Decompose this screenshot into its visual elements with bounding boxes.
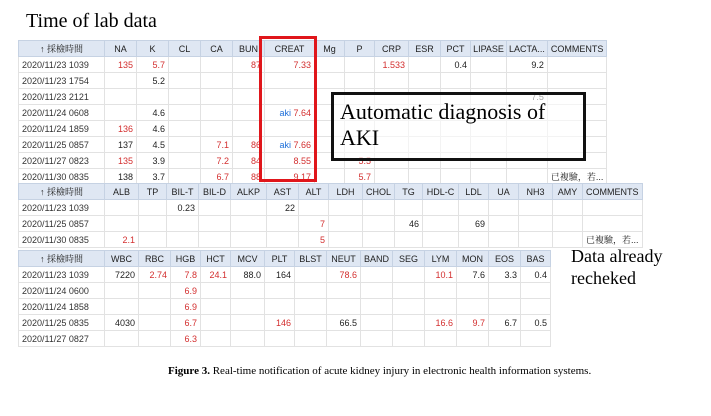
lab-value-cell: 138 xyxy=(105,169,137,185)
liver-table xyxy=(18,183,643,248)
lab-value-cell xyxy=(423,216,459,232)
table-row[interactable] xyxy=(19,232,643,248)
creat-value: 7.66 xyxy=(293,139,311,150)
sample-time-cell: 2020/11/24 0600 xyxy=(19,283,105,299)
column-header[interactable]: LYM xyxy=(425,251,457,267)
lab-value-cell: 7.1 xyxy=(201,137,233,153)
lab-value-cell xyxy=(395,232,423,248)
lab-value-cell xyxy=(393,299,425,315)
lab-value-cell: 78.6 xyxy=(327,267,361,283)
lab-value-cell xyxy=(363,232,395,248)
lab-value-cell: 3.7 xyxy=(137,169,169,185)
column-header[interactable]: COMMENTS xyxy=(547,41,607,57)
lab-value-cell xyxy=(425,331,457,347)
lab-value-cell xyxy=(457,331,489,347)
table-row[interactable] xyxy=(19,331,551,347)
lab-value-cell xyxy=(201,121,233,137)
lab-value-cell: 1.533 xyxy=(375,57,409,73)
liver-panel xyxy=(18,183,688,248)
lab-value-cell: 2.1 xyxy=(105,232,139,248)
lab-value-cell xyxy=(409,57,441,73)
lab-value-cell xyxy=(299,200,329,216)
column-header[interactable]: CL xyxy=(169,41,201,57)
column-header[interactable]: PCT xyxy=(441,41,471,57)
lab-value-cell: 0.23 xyxy=(167,200,199,216)
lab-value-cell: 66.5 xyxy=(327,315,361,331)
sort-time-header[interactable]: ↑ 採檢時間 xyxy=(19,251,105,267)
lab-value-cell: 137 xyxy=(105,137,137,153)
lab-value-cell xyxy=(201,89,233,105)
lab-value-cell: 5 xyxy=(299,232,329,248)
lab-value-cell xyxy=(361,267,393,283)
lab-value-cell xyxy=(547,73,607,89)
lab-value-cell: 4.5 xyxy=(137,137,169,153)
lab-value-cell: 10.1 xyxy=(425,267,457,283)
lab-value-cell: 24.1 xyxy=(201,267,231,283)
lab-value-cell: 9.17 xyxy=(265,169,315,185)
lab-value-cell: 7.8 xyxy=(171,267,201,283)
lab-value-cell: 0.4 xyxy=(521,267,551,283)
lab-value-cell: 5.7 xyxy=(137,57,169,73)
lab-value-cell xyxy=(201,73,233,89)
lab-value-cell: 135 xyxy=(105,57,137,73)
lab-value-cell xyxy=(265,283,295,299)
column-header[interactable]: NH3 xyxy=(519,184,553,200)
lab-value-cell xyxy=(231,200,267,216)
sample-time-cell: 2020/11/23 2121 xyxy=(19,89,105,105)
column-header[interactable]: BUN xyxy=(233,41,265,57)
lab-value-cell: 5.2 xyxy=(137,73,169,89)
lab-value-cell: 已複驗，若... xyxy=(583,232,643,248)
lab-value-cell xyxy=(329,232,363,248)
lab-value-cell xyxy=(315,73,345,89)
lab-value-cell: 0.5 xyxy=(521,315,551,331)
column-header[interactable]: COMMENTS xyxy=(583,184,643,200)
lab-value-cell xyxy=(489,299,521,315)
lab-value-cell xyxy=(169,89,201,105)
lab-value-cell xyxy=(231,315,265,331)
table-row[interactable] xyxy=(19,216,643,232)
lab-value-cell xyxy=(201,57,233,73)
lab-value-cell xyxy=(553,200,583,216)
lab-value-cell xyxy=(361,283,393,299)
lab-value-cell: 6.9 xyxy=(171,283,201,299)
lab-value-cell xyxy=(583,200,643,216)
lab-value-cell xyxy=(441,73,471,89)
sample-time-cell: 2020/11/25 0857 xyxy=(19,216,105,232)
lab-value-cell xyxy=(295,315,327,331)
table-row[interactable] xyxy=(19,267,551,283)
sort-time-header[interactable]: ↑ 採檢時間 xyxy=(19,41,105,57)
caption-label: Figure 3. xyxy=(168,365,210,377)
lab-value-cell xyxy=(295,267,327,283)
sample-time-cell: 2020/11/24 1859 xyxy=(19,121,105,137)
lab-value-cell xyxy=(471,57,507,73)
lab-value-cell xyxy=(139,200,167,216)
lab-value-cell: 0.4 xyxy=(441,57,471,73)
lab-value-cell xyxy=(423,232,459,248)
lab-value-cell xyxy=(105,89,137,105)
table-row[interactable] xyxy=(19,315,551,331)
lab-value-cell xyxy=(395,200,423,216)
lab-value-cell xyxy=(295,283,327,299)
figure-caption xyxy=(168,365,591,377)
lab-value-cell xyxy=(139,216,167,232)
lab-value-cell xyxy=(265,299,295,315)
column-header[interactable]: LDH xyxy=(329,184,363,200)
lab-value-cell xyxy=(521,299,551,315)
column-header[interactable]: BLST xyxy=(295,251,327,267)
lab-value-cell: 6.7 xyxy=(201,169,233,185)
lab-value-cell xyxy=(169,137,201,153)
lab-value-cell: 4030 xyxy=(105,315,139,331)
lab-value-cell xyxy=(295,331,327,347)
lab-value-cell xyxy=(375,73,409,89)
lab-value-cell xyxy=(457,283,489,299)
lab-value-cell: 7.33 xyxy=(265,57,315,73)
lab-value-cell xyxy=(169,153,201,169)
caption-text: Real-time notification of acute kidney injury in electronic health information systems. xyxy=(209,365,592,377)
lab-value-cell: 136 xyxy=(105,121,137,137)
lab-value-cell xyxy=(521,331,551,347)
lab-value-cell xyxy=(459,200,489,216)
column-header[interactable]: EOS xyxy=(489,251,521,267)
lab-value-cell xyxy=(489,283,521,299)
lab-value-cell xyxy=(489,331,521,347)
lab-value-cell xyxy=(361,331,393,347)
sample-time-cell: 2020/11/27 0823 xyxy=(19,153,105,169)
lab-value-cell xyxy=(553,216,583,232)
lab-value-cell xyxy=(105,299,139,315)
lab-value-cell xyxy=(519,216,553,232)
lab-value-cell xyxy=(363,200,395,216)
lab-value-cell xyxy=(489,232,519,248)
lab-value-cell xyxy=(231,299,265,315)
lab-value-cell xyxy=(199,232,231,248)
lab-value-cell xyxy=(327,331,361,347)
column-header[interactable]: PLT xyxy=(265,251,295,267)
sample-time-cell: 2020/11/23 1039 xyxy=(19,200,105,216)
column-header[interactable]: CREAT xyxy=(265,41,315,57)
lab-value-cell xyxy=(199,216,231,232)
lab-value-cell xyxy=(105,200,139,216)
lab-value-cell: 6.3 xyxy=(171,331,201,347)
column-header[interactable]: NEUT xyxy=(327,251,361,267)
column-header[interactable]: K xyxy=(137,41,169,57)
lab-value-cell xyxy=(231,216,267,232)
creat-value: 7.64 xyxy=(293,107,311,118)
lab-value-cell xyxy=(201,299,231,315)
lab-value-cell xyxy=(363,216,395,232)
lab-value-cell xyxy=(267,232,299,248)
lab-value-cell xyxy=(139,299,171,315)
sample-time-cell: 2020/11/27 0827 xyxy=(19,331,105,347)
lab-value-cell xyxy=(393,331,425,347)
lab-value-cell xyxy=(393,267,425,283)
column-header[interactable]: CHOL xyxy=(363,184,395,200)
lab-value-cell xyxy=(267,216,299,232)
lab-value-cell xyxy=(519,200,553,216)
column-header[interactable]: P xyxy=(345,41,375,57)
lab-value-cell: 87 xyxy=(233,57,265,73)
lab-value-cell: 6.7 xyxy=(171,315,201,331)
lab-value-cell: 7 xyxy=(299,216,329,232)
lab-value-cell xyxy=(201,315,231,331)
lab-value-cell xyxy=(137,89,169,105)
lab-value-cell xyxy=(361,315,393,331)
lab-value-cell: 8.55 xyxy=(265,153,315,169)
lab-value-cell xyxy=(547,57,607,73)
lab-value-cell xyxy=(105,283,139,299)
lab-value-cell: 16.6 xyxy=(425,315,457,331)
column-header[interactable]: ALB xyxy=(105,184,139,200)
column-header[interactable]: WBC xyxy=(105,251,139,267)
column-header[interactable]: MCV xyxy=(231,251,265,267)
sample-time-cell: 2020/11/24 0608 xyxy=(19,105,105,121)
column-header[interactable]: MON xyxy=(457,251,489,267)
sample-time-cell: 2020/11/23 1754 xyxy=(19,73,105,89)
lab-value-cell xyxy=(315,57,345,73)
lab-value-cell: 2.74 xyxy=(139,267,171,283)
lab-value-cell: 146 xyxy=(265,315,295,331)
column-header[interactable]: RBC xyxy=(139,251,171,267)
lab-value-cell: 69 xyxy=(459,216,489,232)
sample-time-cell: 2020/11/24 1858 xyxy=(19,299,105,315)
sample-time-cell: 2020/11/23 1039 xyxy=(19,267,105,283)
lab-value-cell xyxy=(409,73,441,89)
lab-value-cell xyxy=(265,331,295,347)
lab-value-cell xyxy=(231,283,265,299)
lab-value-cell: 135 xyxy=(105,153,137,169)
column-header[interactable]: HGB xyxy=(171,251,201,267)
table-row[interactable] xyxy=(19,200,643,216)
lab-value-cell: 22 xyxy=(267,200,299,216)
lab-value-cell xyxy=(425,283,457,299)
lab-value-cell: 7.2 xyxy=(201,153,233,169)
column-header[interactable]: AST xyxy=(267,184,299,200)
sample-time-cell: 2020/11/30 0835 xyxy=(19,232,105,248)
cbc-table xyxy=(18,250,551,347)
lab-value-cell xyxy=(345,57,375,73)
lab-value-cell xyxy=(489,200,519,216)
lab-value-cell: 6.7 xyxy=(489,315,521,331)
lab-value-cell xyxy=(105,105,137,121)
lab-value-cell xyxy=(139,232,167,248)
lab-value-cell: 6.9 xyxy=(171,299,201,315)
lab-value-cell xyxy=(361,299,393,315)
creat-highlight-box xyxy=(259,36,317,182)
lab-value-cell: 7220 xyxy=(105,267,139,283)
lab-value-cell xyxy=(329,200,363,216)
lab-value-cell xyxy=(199,200,231,216)
lab-value-cell: 46 xyxy=(395,216,423,232)
lab-value-cell xyxy=(201,105,233,121)
lab-value-cell: 164 xyxy=(265,267,295,283)
aki-flag: aki xyxy=(279,139,294,150)
column-header[interactable]: AMY xyxy=(553,184,583,200)
column-header[interactable]: UA xyxy=(489,184,519,200)
recheck-annotation: Data already recheked xyxy=(571,246,663,288)
lab-value-cell: 88 xyxy=(233,169,265,185)
sample-time-cell: 2020/11/25 0835 xyxy=(19,315,105,331)
aki-flag: aki xyxy=(279,107,294,118)
aki-annotation: Automatic diagnosis of AKI xyxy=(331,92,586,161)
lab-value-cell xyxy=(345,73,375,89)
lab-value-cell: 5.7 xyxy=(345,169,375,185)
lab-value-cell xyxy=(507,73,548,89)
lab-value-cell xyxy=(169,121,201,137)
lab-value-cell xyxy=(231,331,265,347)
lab-value-cell xyxy=(201,283,231,299)
column-header[interactable]: LACTA... xyxy=(507,41,548,57)
sample-time-cell: 2020/11/23 1039 xyxy=(19,57,105,73)
column-header[interactable]: TP xyxy=(139,184,167,200)
lab-value-cell xyxy=(169,105,201,121)
lab-value-cell: 3.3 xyxy=(489,267,521,283)
column-header[interactable]: HDL-C xyxy=(423,184,459,200)
sample-time-cell: 2020/11/25 0857 xyxy=(19,137,105,153)
lab-value-cell xyxy=(139,283,171,299)
column-header[interactable]: BIL-D xyxy=(199,184,231,200)
lab-value-cell xyxy=(167,216,199,232)
column-header[interactable]: HCT xyxy=(201,251,231,267)
lab-value-cell: 88.0 xyxy=(231,267,265,283)
lab-value-cell xyxy=(327,299,361,315)
lab-value-cell xyxy=(327,283,361,299)
lab-value-cell xyxy=(425,299,457,315)
lab-value-cell xyxy=(521,283,551,299)
lab-value-cell xyxy=(519,232,553,248)
lab-value-cell xyxy=(393,315,425,331)
lab-value-cell xyxy=(295,299,327,315)
lab-value-cell xyxy=(169,57,201,73)
column-header[interactable]: NA xyxy=(105,41,137,57)
column-header[interactable]: TG xyxy=(395,184,423,200)
column-header[interactable]: BIL-T xyxy=(167,184,199,200)
lab-value-cell xyxy=(105,331,139,347)
column-header[interactable]: ESR xyxy=(409,41,441,57)
lab-value-cell xyxy=(423,200,459,216)
lab-value-cell xyxy=(105,73,137,89)
lab-value-cell xyxy=(393,283,425,299)
column-header[interactable]: CRP xyxy=(375,41,409,57)
column-header[interactable]: LIPASE xyxy=(471,41,507,57)
lab-value-cell: 84 xyxy=(233,153,265,169)
lab-value-cell: 86 xyxy=(233,137,265,153)
lab-value-cell xyxy=(489,216,519,232)
lab-value-cell: 3.9 xyxy=(137,153,169,169)
figure-title: Time of lab data xyxy=(26,10,157,32)
column-header[interactable]: Mg xyxy=(315,41,345,57)
lab-value-cell xyxy=(231,232,267,248)
lab-value-cell xyxy=(139,331,171,347)
lab-value-cell: 已複驗，若... xyxy=(547,169,607,185)
lab-value-cell xyxy=(329,216,363,232)
table-row[interactable] xyxy=(19,299,551,315)
sample-time-cell: 2020/11/30 0835 xyxy=(19,169,105,185)
column-header[interactable]: BAS xyxy=(521,251,551,267)
lab-value-cell: 9.7 xyxy=(457,315,489,331)
column-header[interactable]: ALKP xyxy=(231,184,267,200)
column-header[interactable]: SEG xyxy=(393,251,425,267)
lab-value-cell xyxy=(139,315,171,331)
lab-value-cell: 7.6 xyxy=(457,267,489,283)
lab-value-cell xyxy=(105,216,139,232)
lab-value-cell xyxy=(471,73,507,89)
table-row[interactable] xyxy=(19,283,551,299)
lab-value-cell xyxy=(167,232,199,248)
column-header[interactable]: CA xyxy=(201,41,233,57)
column-header[interactable]: ALT xyxy=(299,184,329,200)
lab-value-cell: 9.2 xyxy=(507,57,548,73)
lab-value-cell: 4.6 xyxy=(137,105,169,121)
lab-value-cell xyxy=(201,331,231,347)
lab-value-cell: 4.6 xyxy=(137,121,169,137)
lab-value-cell xyxy=(169,73,201,89)
lab-value-cell xyxy=(583,216,643,232)
lab-value-cell xyxy=(457,299,489,315)
column-header[interactable]: LDL xyxy=(459,184,489,200)
lab-value-cell xyxy=(459,232,489,248)
column-header[interactable]: BAND xyxy=(361,251,393,267)
sort-time-header[interactable]: ↑ 採檢時間 xyxy=(19,184,105,200)
